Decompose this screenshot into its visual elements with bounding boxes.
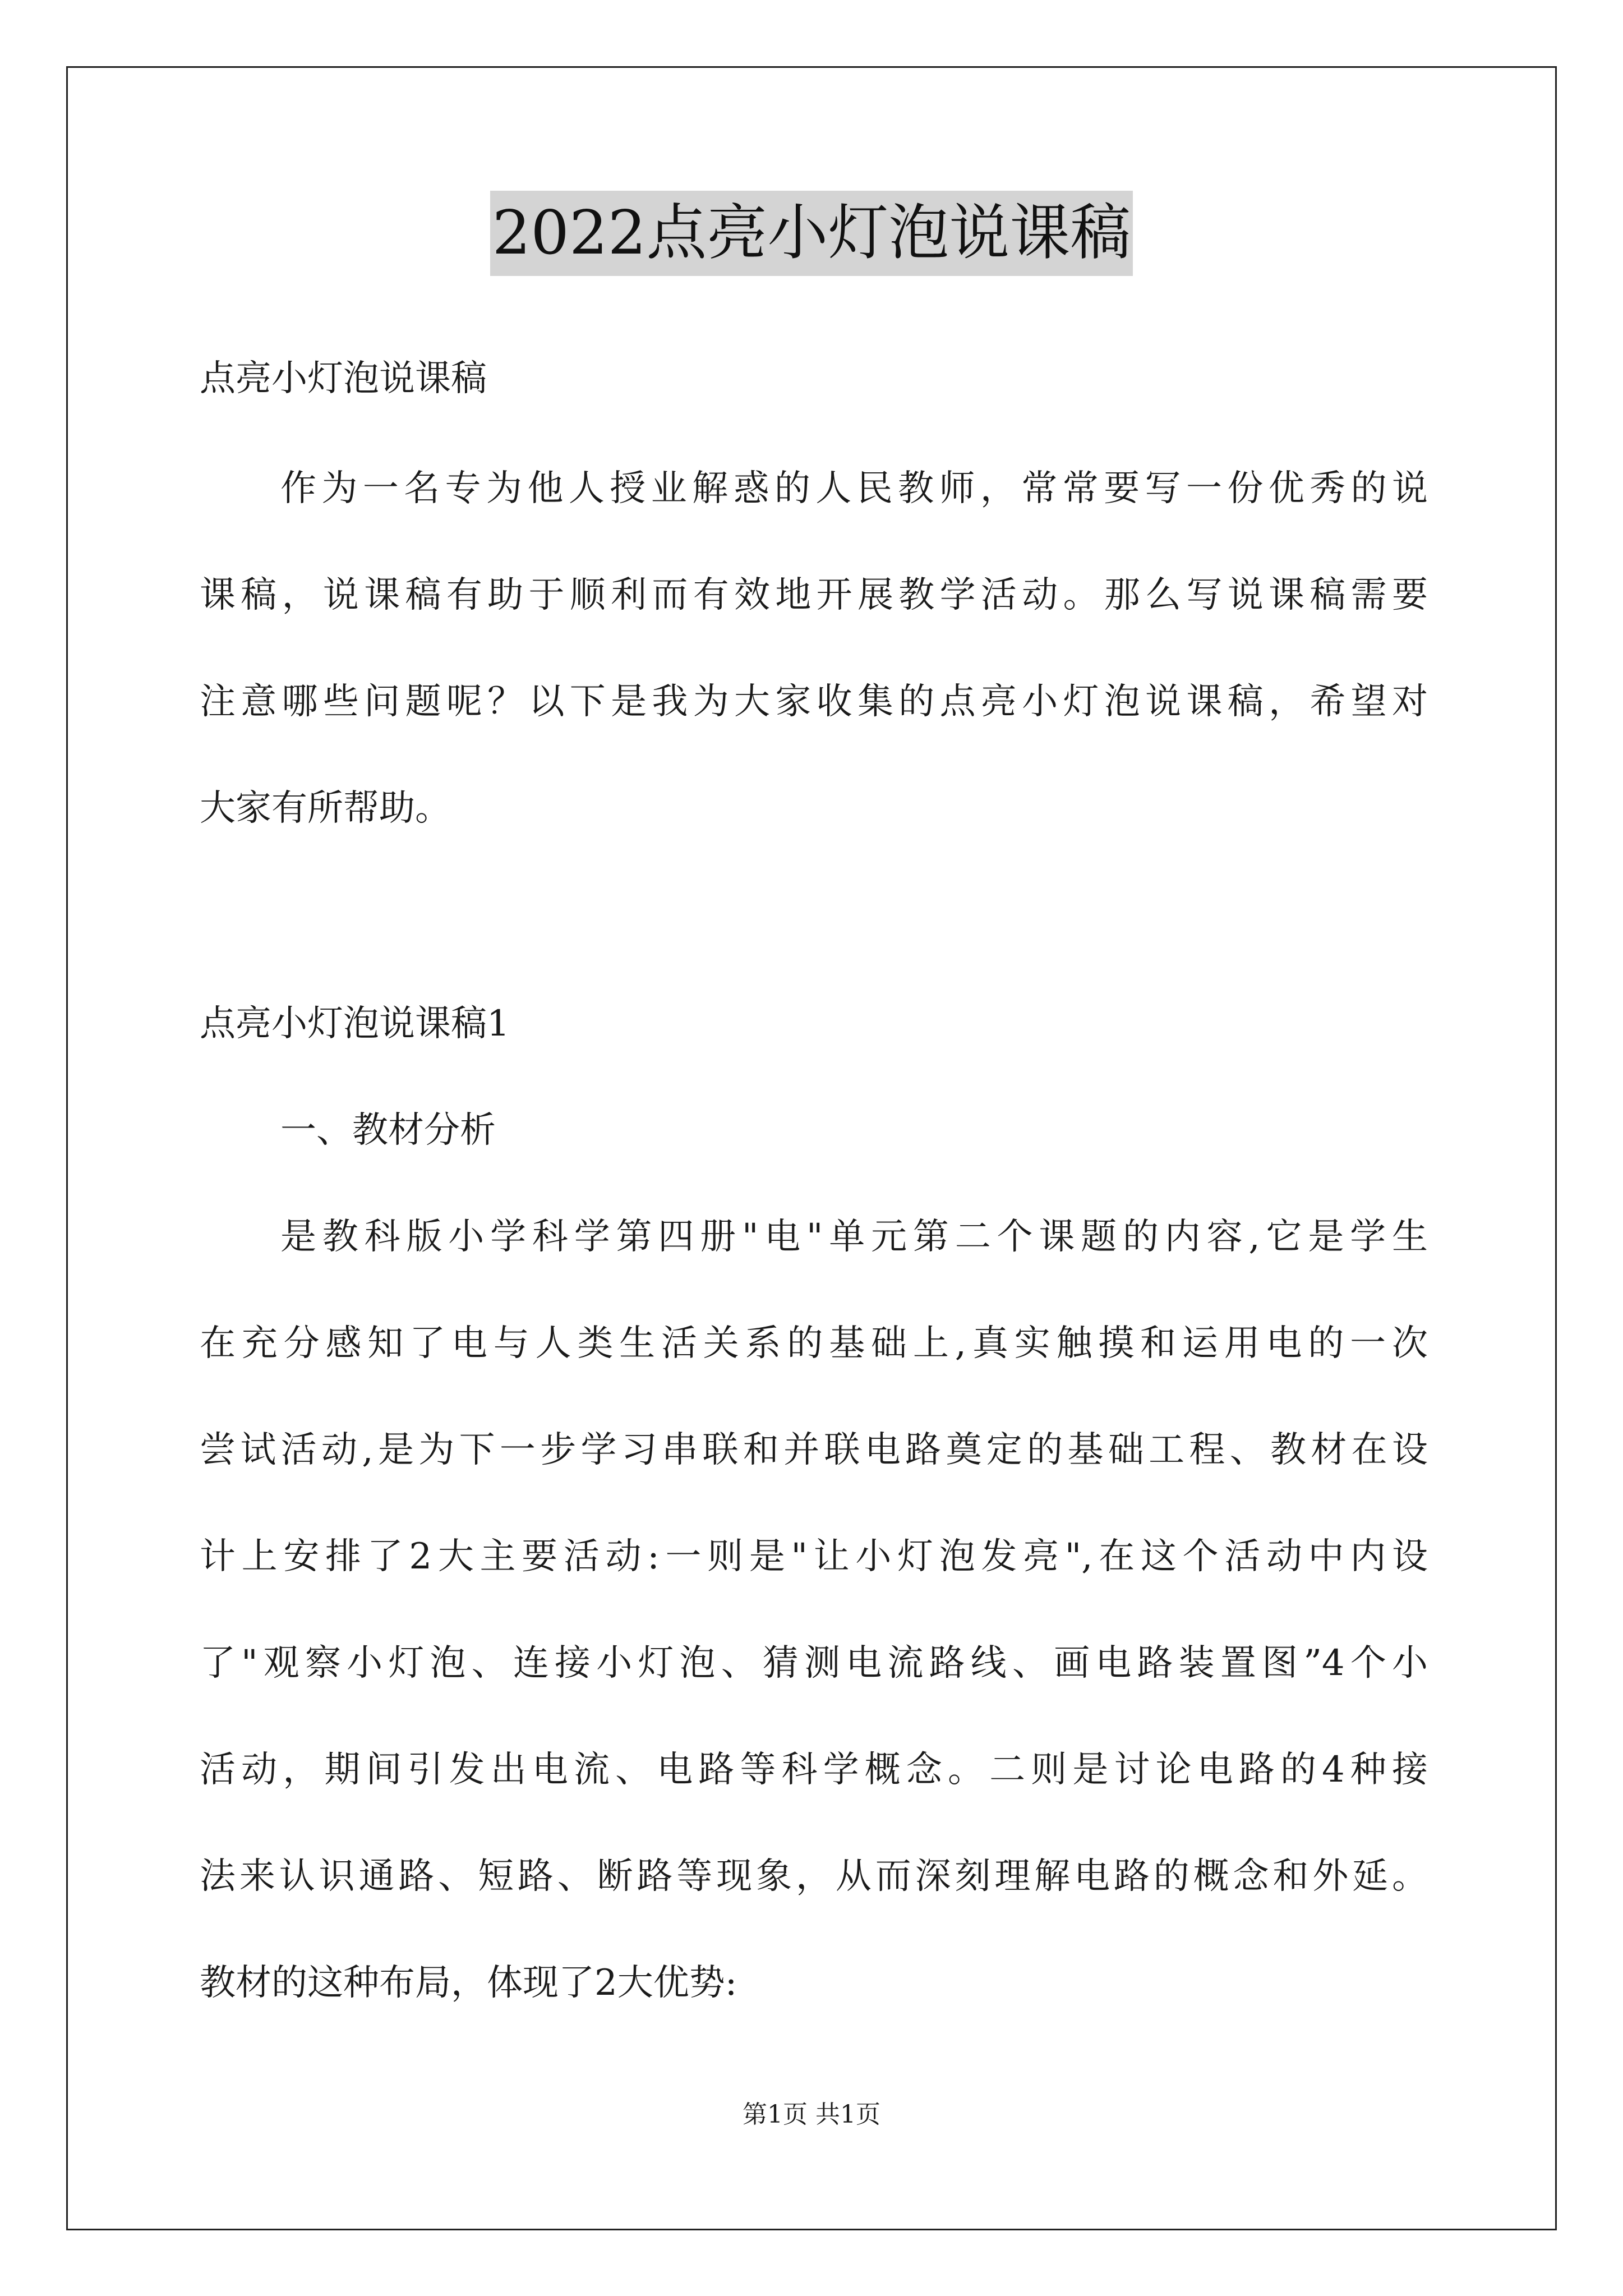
body-line: 尝试活动,是为下一步学习串联和并联电路奠定的基础工程、教材在设 [200,1429,1428,1471]
subsection-heading: 一、教材分析 [280,1110,496,1151]
intro-line: 作为一名专为他人授业解惑的人民教师，常常要写一份优秀的说 [280,468,1428,509]
page-number-footer: 第1页 共1页 [743,2100,880,2129]
intro-line: 大家有所帮助。 [200,788,451,829]
body-line: 法来认识通路、短路、断路等现象，从而深刻理解电路的概念和外延。 [200,1856,1428,1897]
body-line: 是教科版小学科学第四册"电"单元第二个课题的内容,它是学生 [280,1216,1428,1258]
document-subtitle: 点亮小灯泡说课稿 [200,358,487,399]
body-line: 活动，期间引发出电流、电路等科学概念。二则是讨论电路的4种接 [200,1749,1428,1791]
intro-line: 课稿，说课稿有助于顺利而有效地开展教学活动。那么写说课稿需要 [200,574,1428,616]
intro-line: 注意哪些问题呢？以下是我为大家收集的点亮小灯泡说课稿，希望对 [200,681,1428,723]
body-line: 在充分感知了电与人类生活关系的基础上,真实触摸和运用电的一次 [200,1323,1428,1364]
title-container [0,191,1623,276]
body-line: 计上安排了2大主要活动:一则是"让小灯泡发亮",在这个活动中内设 [200,1536,1428,1577]
document-title: 2022点亮小灯泡说课稿 [490,191,1133,276]
body-line: 了"观察小灯泡、连接小灯泡、猜测电流路线、画电路装置图”4个小 [200,1642,1428,1684]
body-line: 教材的这种布局，体现了2大优势: [200,1962,737,2004]
section-heading: 点亮小灯泡说课稿1 [200,1003,510,1045]
